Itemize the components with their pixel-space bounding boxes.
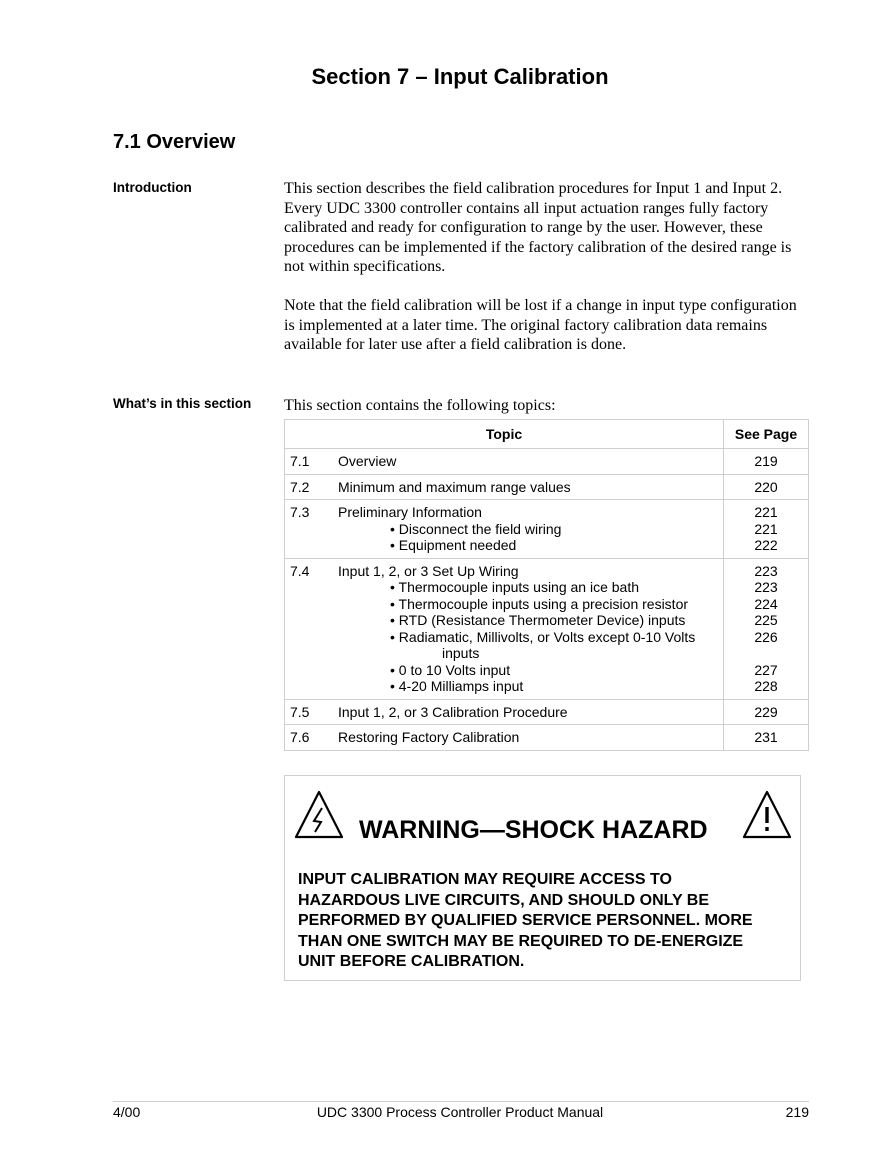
section-heading: 7.1 Overview	[113, 131, 236, 153]
sub-page-number: 223	[754, 579, 778, 595]
row-topic: Overview	[334, 449, 724, 475]
introduction-text	[284, 179, 804, 355]
row-topic-title: Preliminary Information	[338, 504, 482, 520]
sub-topic-continuation: inputs	[442, 645, 480, 661]
topics-intro: This section contains the following topics:	[284, 397, 556, 414]
sub-topic: • Thermocouple inputs using an ice bath	[390, 579, 640, 595]
table-row	[285, 725, 809, 751]
page-title: Section 7 – Input Calibration	[311, 64, 609, 89]
topics-table	[284, 419, 809, 751]
sub-topic: • Thermocouple inputs using a precision resistor	[390, 595, 689, 612]
table-row	[285, 558, 809, 699]
intro-paragraph-2: Note that the field calibration will be lost if a change in input type configuration is implemented at a later time. The original factory calibration data remains available for later use after a field calibration is done.	[284, 297, 797, 353]
table-row	[285, 500, 809, 559]
footer-page-number: 219	[785, 1104, 809, 1120]
warning-text: INPUT CALIBRATION MAY REQUIRE ACCESS TO HAZARDOUS LIVE CIRCUITS, AND SHOULD ONLY BE PERFORMED BY QUALIFIED SERVICE PERSONNEL. MORE THAN ONE SWITCH MAY BE REQUIRED TO DE-ENERGIZE UNIT BEFORE CALIBRATION.	[298, 871, 753, 970]
topic-header: Topic	[285, 420, 724, 449]
sub-page-number: 228	[754, 678, 778, 694]
row-page: 219	[724, 449, 809, 475]
row-topic: Input 1, 2, or 3 Calibration Procedure	[334, 699, 724, 725]
row-page	[724, 558, 809, 699]
row-page	[724, 500, 809, 559]
footer-manual-title: UDC 3300 Process Controller Product Manual	[316, 1104, 604, 1120]
page-number: 223	[754, 562, 778, 579]
row-page: 229	[724, 699, 809, 725]
row-number: 7.5	[285, 699, 335, 725]
row-topic	[334, 500, 724, 559]
sub-topic: • Disconnect the field wiring	[390, 520, 562, 537]
row-number: 7.2	[285, 474, 335, 500]
warning-title: WARNING—SHOCK HAZARD	[359, 816, 708, 844]
footer-divider	[113, 1101, 809, 1102]
table-row	[285, 449, 809, 475]
lightning-triangle-icon	[293, 788, 345, 840]
warning-box	[284, 775, 801, 981]
table-header-row	[285, 420, 809, 449]
introduction-label: Introduction	[113, 180, 192, 195]
sub-page-number: 225	[754, 612, 778, 628]
sub-page-number: 221	[754, 520, 778, 537]
sub-page-number: 226	[754, 628, 778, 645]
footer-date: 4/00	[113, 1104, 141, 1120]
page-number: 221	[754, 504, 778, 520]
row-number: 7.6	[285, 725, 335, 751]
row-page: 231	[724, 725, 809, 751]
row-topic: Minimum and maximum range values	[334, 474, 724, 500]
row-number: 7.4	[285, 558, 335, 699]
row-page: 220	[724, 474, 809, 500]
sub-topic: • Radiamatic, Millivolts, or Volts except 0-10 Volts	[390, 628, 696, 645]
sub-topic: • 4-20 Milliamps input	[390, 678, 524, 694]
exclamation-triangle-icon	[741, 788, 793, 840]
see-page-header: See Page	[724, 420, 809, 449]
row-number: 7.1	[285, 449, 335, 475]
table-row	[285, 699, 809, 725]
table-row	[285, 474, 809, 500]
sub-page-number: 222	[754, 537, 778, 553]
row-topic: Restoring Factory Calibration	[334, 725, 724, 751]
sub-page-number: 224	[754, 595, 778, 612]
sub-page-number: 227	[754, 661, 778, 678]
intro-paragraph-1: This section describes the field calibration procedures for Input 1 and Input 2. Every UDC 3300 controller contains all input actuation ranges fully factory calibrated and ready for configuration to range by the user. However, these procedures can be implemented if the factory calibration of the desired range is not within specifications.	[284, 180, 792, 275]
whats-in-section-label: What’s in this section	[113, 396, 252, 411]
sub-topic: • RTD (Resistance Thermometer Device) inputs	[390, 612, 686, 628]
sub-page-number	[724, 645, 808, 662]
sub-topic: • Equipment needed	[390, 537, 517, 553]
row-topic	[334, 558, 724, 699]
row-number: 7.3	[285, 500, 335, 559]
row-topic-title: Input 1, 2, or 3 Set Up Wiring	[338, 562, 519, 579]
sub-topic: • 0 to 10 Volts input	[390, 661, 511, 678]
